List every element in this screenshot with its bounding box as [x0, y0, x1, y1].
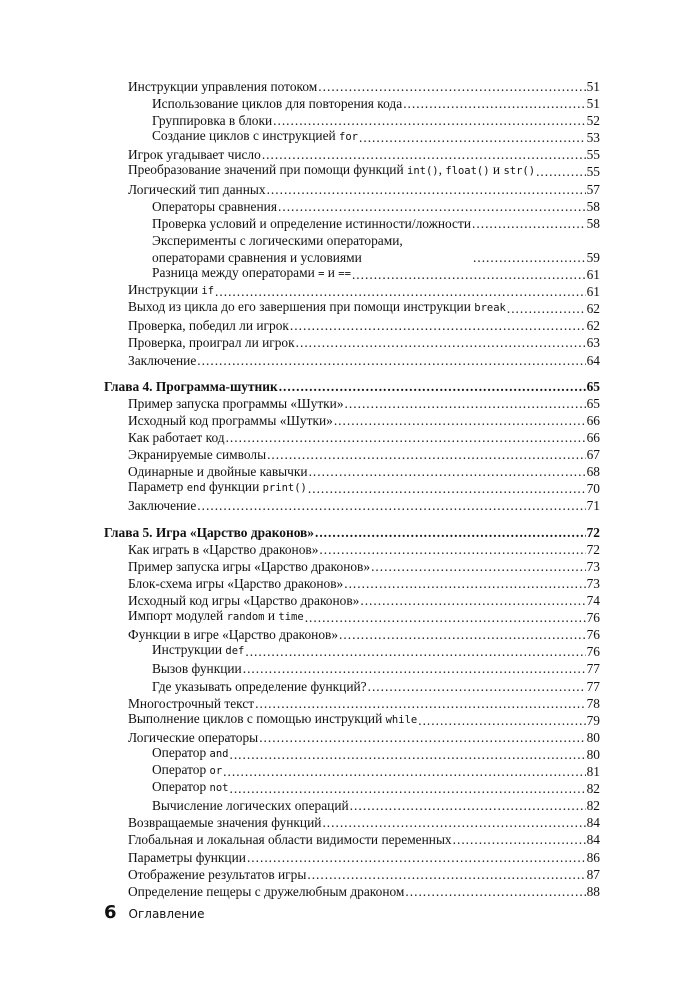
dot-leader [405, 883, 585, 900]
code-fragment: for [339, 131, 358, 144]
toc-entry[interactable] [104, 797, 600, 814]
toc-entry-title [128, 831, 452, 848]
title-fragment: Проверка, победил ли игрок [128, 318, 289, 334]
title-fragment: Вызов функции [152, 661, 242, 677]
toc-entry[interactable] [104, 780, 600, 797]
toc-entry-title [128, 78, 317, 95]
title-fragment: Выход из цикла до его завершения при помощи инструкции [128, 299, 475, 315]
title-fragment: Преобразование значений при помощи функций [128, 162, 407, 178]
toc-page-number: 57 [586, 181, 600, 197]
toc-page-number: 59 [586, 249, 600, 265]
toc-entry-title [128, 607, 304, 626]
toc-entry[interactable] [104, 95, 600, 112]
toc-page-number: 87 [586, 866, 600, 882]
dot-leader [473, 249, 586, 266]
toc-entry-title [152, 778, 228, 797]
dot-leader [368, 678, 586, 695]
toc-entry[interactable] [104, 429, 600, 446]
toc-page-number: 55 [586, 164, 600, 180]
toc-page-number: 61 [586, 284, 600, 300]
title-fragment: Заключение [128, 498, 197, 514]
toc-entry-title [152, 215, 471, 232]
title-fragment: Оператор [152, 744, 210, 760]
title-fragment: Выполнение циклов с помощью инструкций [128, 710, 386, 726]
toc-page-number: 77 [586, 661, 600, 677]
title-fragment: функции [205, 479, 263, 495]
title-fragment: Возвращаемые значения функций [128, 815, 322, 831]
title-fragment: Пример запуска игры «Царство драконов» [128, 558, 371, 574]
toc-entry[interactable] [104, 181, 600, 198]
toc-entry-title [128, 541, 318, 558]
code-fragment: int() [407, 165, 439, 178]
dot-leader [247, 849, 586, 866]
toc-entry[interactable] [104, 163, 600, 180]
toc-entry-title [128, 298, 506, 317]
code-fragment: while [385, 713, 418, 726]
title-fragment: Проверка, проиграл ли игрок [128, 335, 295, 351]
dot-leader [322, 814, 585, 831]
toc-page-number: 66 [586, 412, 600, 428]
toc-entry-title [104, 378, 278, 395]
toc-page-number: 67 [586, 447, 600, 463]
title-fragment: Определение пещеры с дружелюбным драконом [128, 883, 405, 899]
title-fragment: и [324, 265, 339, 281]
page-number: 6 [104, 902, 117, 923]
toc-page-number: 68 [586, 464, 600, 480]
toc-entry-title [128, 352, 196, 369]
toc-entry-title [152, 660, 242, 677]
toc-entry[interactable] [104, 575, 600, 592]
toc-entry[interactable] [104, 609, 600, 626]
toc-page-number: 80 [586, 746, 600, 762]
code-fragment: random [226, 611, 265, 624]
code-fragment: and [209, 747, 229, 760]
chapter-entry[interactable] [104, 378, 600, 395]
title-fragment: , [438, 162, 446, 178]
dot-leader [308, 480, 586, 497]
title-fragment: Разница между операторами [152, 265, 319, 281]
dot-leader [536, 163, 586, 180]
toc-page-number: 76 [586, 627, 600, 643]
toc-entry[interactable] [104, 541, 600, 558]
dot-leader [305, 609, 586, 626]
title-fragment: Создание циклов с инструкцией [152, 128, 340, 144]
title-fragment: Исходный код игры «Царство драконов» [128, 593, 360, 609]
toc-page-number: 74 [586, 593, 600, 609]
dot-leader [334, 412, 586, 429]
dot-leader [318, 78, 585, 95]
toc-entry-title [104, 524, 314, 541]
title-fragment: Как играть в «Царство драконов» [128, 541, 319, 557]
toc-page-number: 86 [586, 849, 600, 865]
toc-entry[interactable] [104, 300, 600, 317]
title-fragment: Функции в игре «Царство драконов» [128, 627, 339, 643]
toc-entry[interactable] [104, 712, 600, 729]
toc-page-number: 63 [586, 335, 600, 351]
table-of-contents [104, 78, 600, 900]
toc-entry-title [128, 558, 370, 575]
toc-entry[interactable] [104, 497, 600, 514]
toc-page-number: 79 [586, 712, 600, 728]
toc-page-number: 53 [586, 130, 600, 146]
toc-entry-title [128, 334, 295, 351]
dot-leader [197, 352, 585, 369]
toc-entry-title [128, 317, 289, 334]
code-fragment: float() [445, 165, 490, 178]
toc-page-number: 51 [586, 96, 600, 112]
chapter-entry[interactable] [104, 524, 600, 541]
title-fragment: Заключение [128, 352, 197, 368]
toc-entry[interactable] [104, 558, 600, 575]
toc-entry[interactable] [104, 831, 600, 848]
dot-leader [350, 797, 586, 814]
toc-page-number: 73 [586, 576, 600, 591]
toc-entry-title [128, 575, 343, 592]
title-fragment: Как работает код [128, 430, 225, 446]
code-fragment: time [278, 611, 304, 624]
toc-entry[interactable] [104, 352, 600, 369]
dot-leader [226, 429, 586, 446]
toc-page-number: 52 [586, 113, 600, 129]
dot-leader [360, 592, 585, 609]
title-fragment: Инструкции [152, 642, 226, 658]
toc-entry[interactable] [104, 643, 600, 660]
dot-leader [290, 317, 586, 334]
dot-leader [418, 712, 585, 729]
dot-leader [279, 378, 586, 395]
dot-leader [315, 524, 586, 541]
toc-page-number: 51 [586, 79, 600, 94]
toc-entry[interactable] [104, 215, 600, 232]
toc-page-number: 80 [586, 729, 600, 745]
toc-entry[interactable] [104, 334, 600, 351]
title-fragment: Вычисление логических операций [152, 798, 349, 814]
toc-entry-title [152, 678, 367, 695]
toc-page-number: 88 [586, 883, 600, 899]
toc-entry[interactable] [104, 866, 600, 883]
dot-leader [472, 215, 586, 232]
toc-entry-title [128, 478, 307, 497]
toc-entry-title [152, 198, 277, 215]
toc-entry-title [128, 161, 535, 180]
title-fragment: Глобальная и локальная области видимости переменных [128, 832, 452, 848]
toc-page-number: 70 [586, 481, 600, 497]
dot-leader [339, 626, 586, 643]
dot-leader [507, 300, 586, 317]
toc-entry-title [128, 866, 306, 883]
title-fragment: Глава 5. Игра «Царство драконов» [104, 524, 314, 540]
title-fragment: и [489, 162, 504, 178]
dot-leader [197, 497, 585, 514]
toc-entry[interactable] [104, 446, 600, 463]
code-fragment: end [186, 482, 206, 495]
toc-page-number: 61 [586, 267, 600, 283]
title-fragment: Импорт модулей [128, 608, 227, 624]
title-fragment: Пример запуска программы «Шутки» [128, 395, 344, 411]
toc-page-number: 58 [586, 198, 600, 214]
dot-leader [229, 780, 585, 797]
dot-leader [307, 866, 585, 883]
toc-entry[interactable] [104, 317, 600, 334]
toc-page-number: 62 [586, 301, 600, 317]
title-fragment: Игрок угадывает число [128, 147, 261, 163]
toc-page-number: 62 [586, 318, 600, 334]
dot-leader [371, 558, 586, 575]
toc-page-number: 82 [586, 798, 600, 814]
toc-entry[interactable] [104, 78, 600, 95]
code-fragment: print() [262, 482, 307, 495]
code-fragment: = [318, 268, 325, 281]
title-fragment: Проверка условий и определение истинности/ложности [152, 215, 472, 231]
title-fragment: и [264, 608, 279, 624]
toc-entry[interactable] [104, 198, 600, 215]
toc-entry-title [152, 641, 244, 660]
toc-entry-title [152, 127, 358, 146]
toc-page-number: 66 [586, 430, 600, 446]
dot-leader [267, 446, 586, 463]
toc-page-number: 71 [586, 498, 600, 514]
toc-page-number: 73 [586, 558, 600, 574]
title-fragment: Одинарные и двойные кавычки [128, 464, 308, 480]
title-fragment: Логический тип данных [128, 181, 266, 197]
dot-leader [243, 660, 586, 677]
toc-page-number: 81 [586, 764, 600, 780]
dot-leader [296, 334, 586, 351]
dot-leader [229, 746, 585, 763]
title-fragment: Исходный код программы «Шутки» [128, 412, 333, 428]
toc-entry[interactable] [104, 232, 600, 266]
toc-page-number: 84 [586, 815, 600, 831]
section-label: Оглавление [128, 907, 205, 921]
toc-entry-title [128, 814, 321, 831]
code-fragment: not [209, 782, 229, 795]
title-fragment: Блок-схема игры «Царство драконов» [128, 576, 344, 591]
toc-entry-title [128, 849, 246, 866]
code-fragment: str() [503, 165, 536, 178]
toc-page-number: 72 [586, 541, 600, 557]
page-footer [104, 902, 204, 923]
toc-entry-title [128, 429, 225, 446]
toc-entry-title [128, 395, 344, 412]
toc-page-number: 64 [586, 352, 600, 368]
title-fragment: Оператор [152, 779, 210, 795]
toc-page-number: 65 [586, 378, 600, 394]
toc-page-number: 55 [586, 147, 600, 163]
toc-entry[interactable] [104, 814, 600, 831]
toc-entry[interactable] [104, 849, 600, 866]
toc-page-number: 78 [586, 695, 600, 711]
title-fragment: Экранируемые символы [128, 447, 267, 463]
toc-page-number: 77 [586, 678, 600, 694]
toc-entry[interactable] [104, 883, 600, 900]
toc-page-number: 76 [586, 644, 600, 660]
code-fragment: == [338, 268, 351, 281]
dot-leader [352, 266, 586, 283]
dot-leader [453, 831, 586, 848]
title-fragment: Параметр [128, 479, 187, 495]
title-fragment: Глава 4. Программа-шутник [104, 378, 278, 394]
toc-entry-title [128, 412, 333, 429]
toc-entry[interactable] [104, 395, 600, 412]
toc-entry-title [152, 797, 349, 814]
toc-page-number: 65 [586, 395, 600, 411]
toc-page-number: 84 [586, 832, 600, 848]
toc-entry-title [128, 883, 404, 900]
title-fragment: Группировка в блоки [152, 113, 273, 129]
dot-leader [359, 129, 586, 146]
toc-entry[interactable] [104, 678, 600, 695]
dot-leader [344, 575, 585, 592]
dot-leader [319, 541, 585, 558]
title-fragment: Оператор [152, 762, 210, 778]
dot-leader [267, 181, 586, 198]
code-fragment: def [225, 645, 245, 658]
toc-entry-title [128, 497, 196, 514]
title-fragment: Отображение результатов игры [128, 866, 307, 882]
toc-entry[interactable] [104, 480, 600, 497]
title-fragment: Использование циклов для повторения кода [152, 96, 403, 112]
toc-entry-title [128, 446, 266, 463]
toc-entry-title [128, 710, 417, 729]
toc-entry[interactable] [104, 660, 600, 677]
dot-leader [403, 95, 585, 112]
dot-leader [259, 729, 585, 746]
toc-page-number: 76 [586, 610, 600, 626]
toc-page-number: 72 [586, 524, 600, 540]
code-fragment: or [209, 765, 223, 778]
title-fragment: Многострочный текст [128, 695, 255, 711]
title-fragment: Где указывать определение функций? [152, 678, 367, 694]
title-fragment: Эксперименты с логическими операторами, операторами сравнения и условиями [152, 232, 403, 265]
dot-leader [245, 643, 585, 660]
toc-entry-title [128, 181, 266, 198]
dot-leader [309, 463, 586, 480]
toc-entry-title [152, 232, 472, 266]
title-fragment: Параметры функции [128, 849, 246, 865]
dot-leader [345, 395, 586, 412]
code-fragment: if [201, 285, 215, 298]
toc-page-number: 82 [586, 781, 600, 797]
code-fragment: break [474, 302, 506, 315]
dot-leader [223, 763, 585, 780]
title-fragment: Инструкции управления потоком [128, 79, 318, 94]
dot-leader [278, 198, 586, 215]
toc-entry[interactable] [104, 129, 600, 146]
toc-entry-title [152, 95, 402, 112]
title-fragment: Инструкции [128, 282, 202, 298]
toc-entry[interactable] [104, 412, 600, 429]
title-fragment: Логические операторы [128, 729, 259, 745]
title-fragment: Операторы сравнения [152, 198, 277, 214]
toc-page-number: 58 [586, 215, 600, 231]
